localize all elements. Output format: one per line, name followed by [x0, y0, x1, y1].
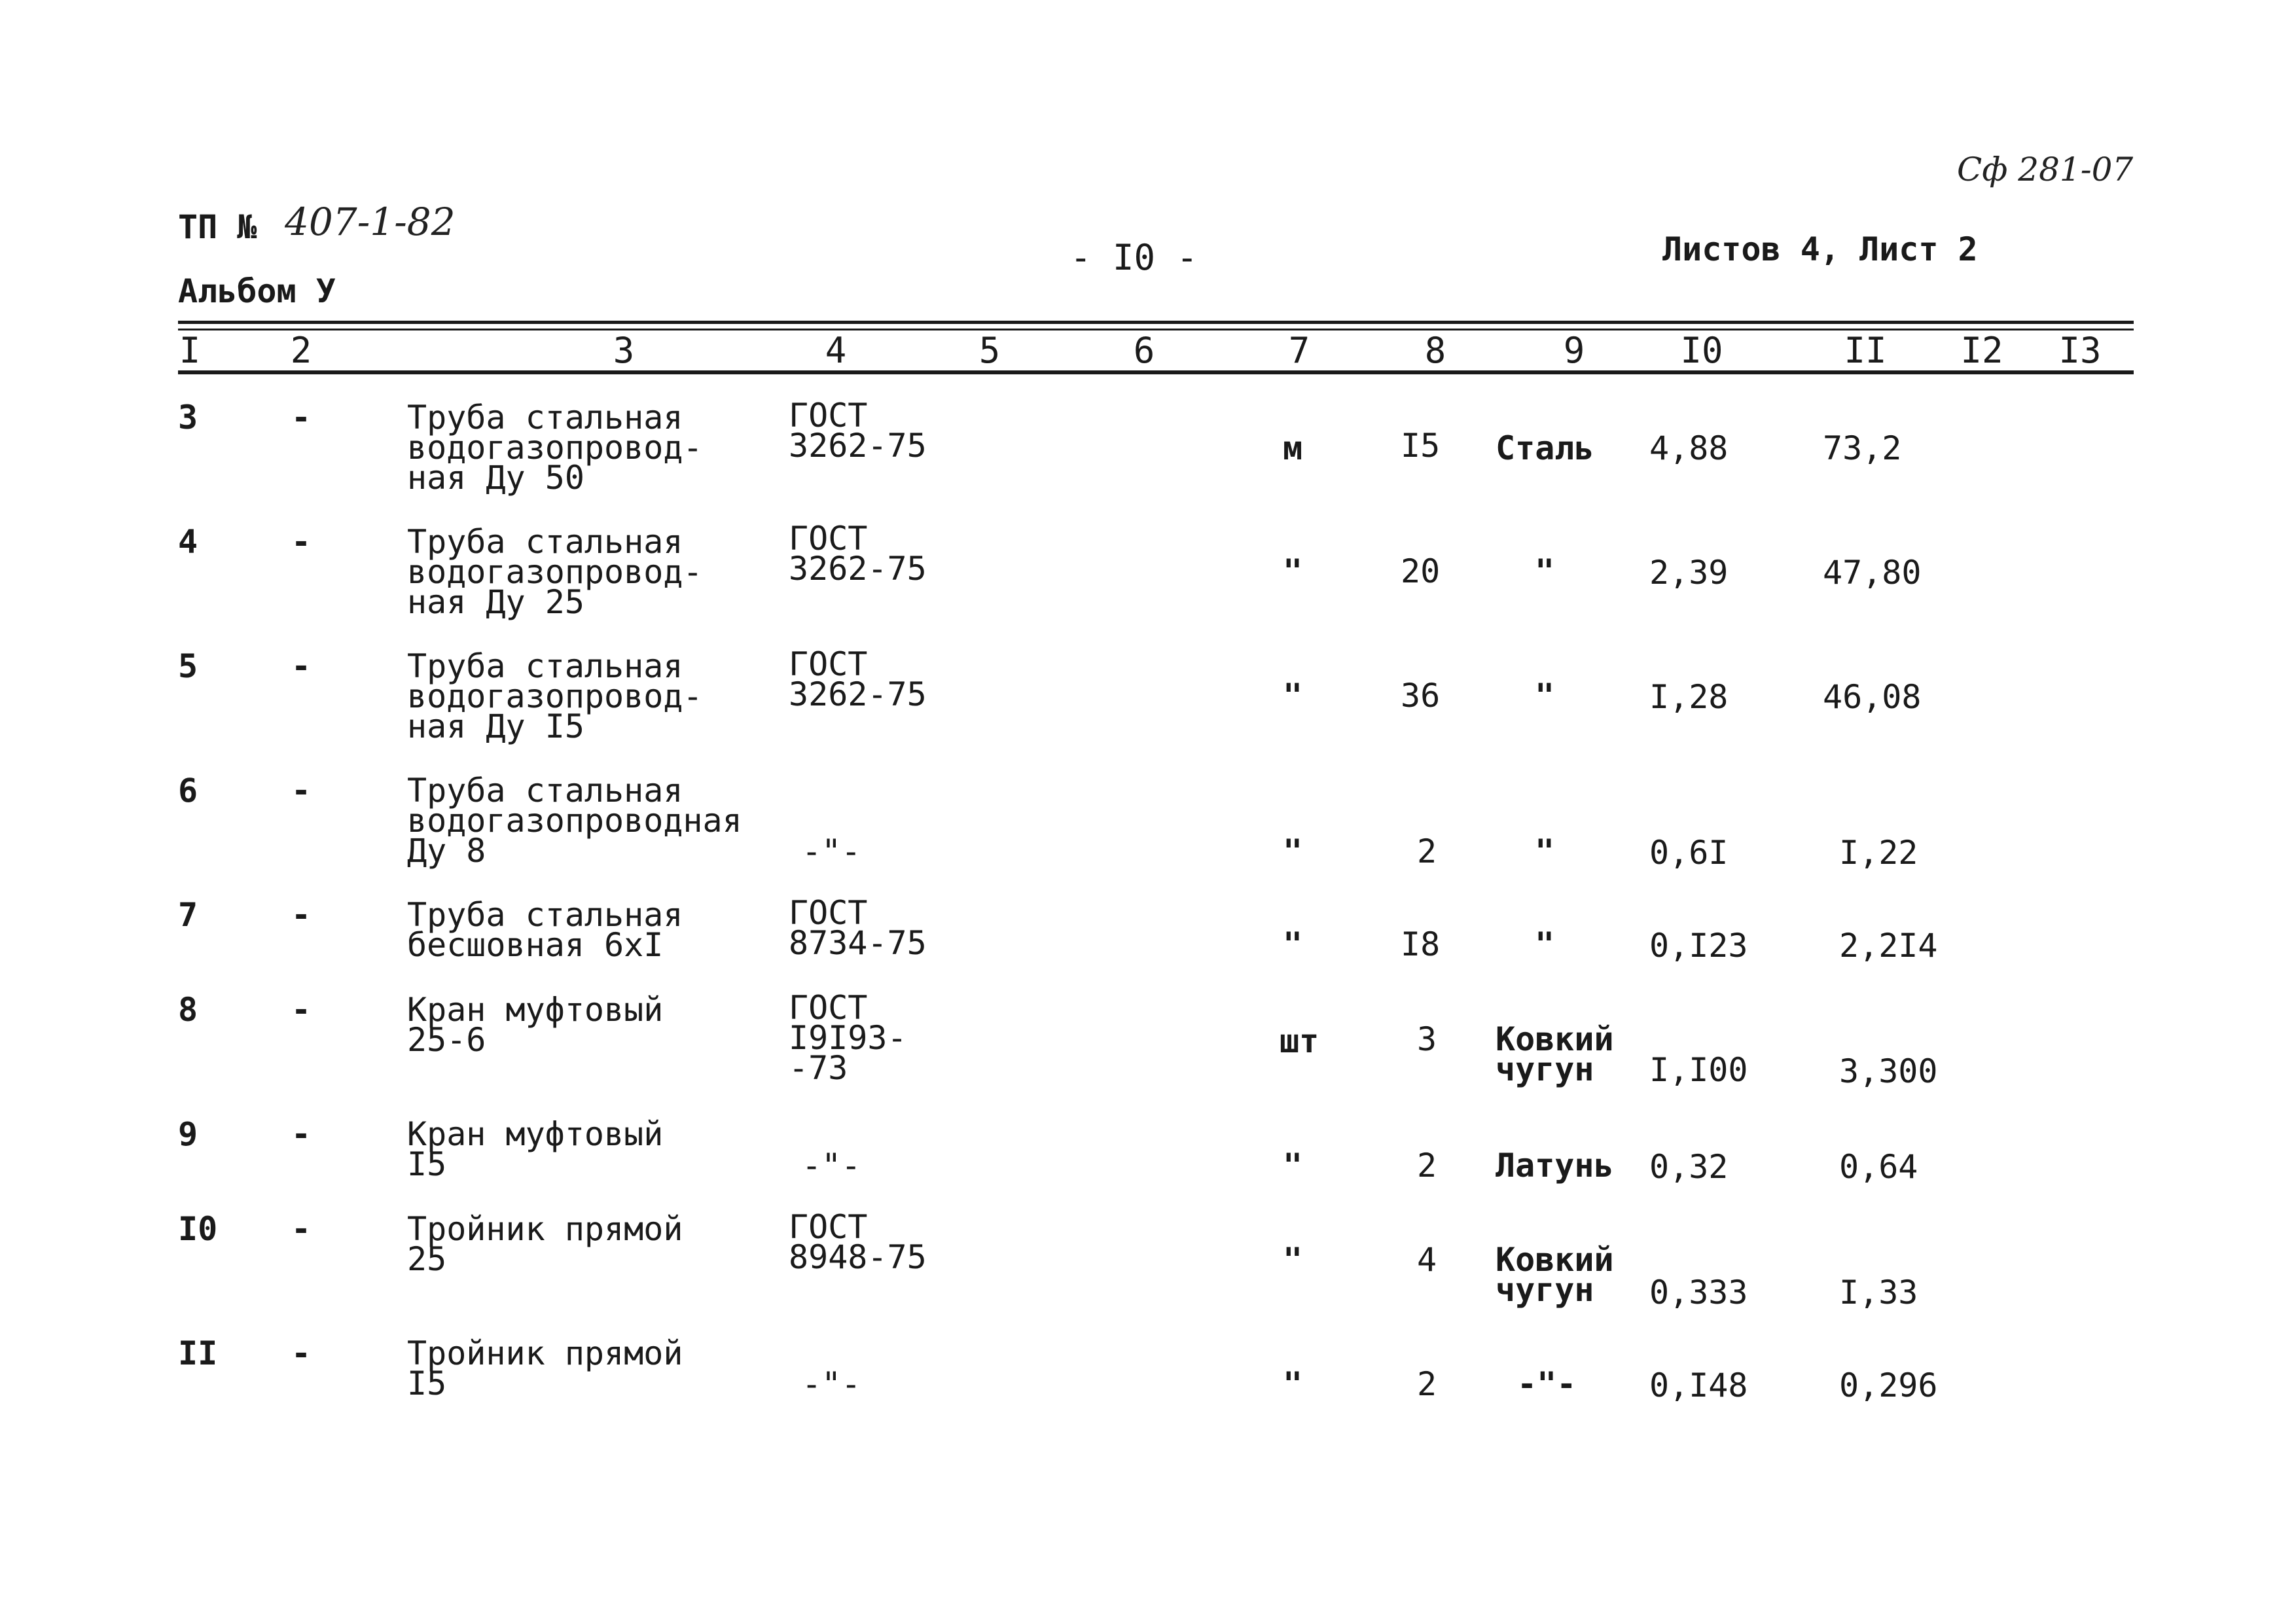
item-material: Ковкий чугун: [1496, 1241, 1614, 1309]
item-unit: ": [1283, 552, 1303, 590]
item-name: Труба стальная водогазопроводная Ду 8: [407, 772, 742, 870]
column-header-4: 4: [825, 330, 847, 371]
column-header-7: 7: [1288, 330, 1310, 371]
album-label: Альбом У: [178, 272, 336, 310]
item-material: ": [1535, 832, 1555, 870]
row-number: 5: [178, 647, 198, 685]
item-total-weight: 47,80: [1823, 554, 1922, 592]
row-dash: -: [291, 896, 312, 934]
item-total-weight: I,22: [1839, 834, 1918, 872]
item-unit: шт: [1280, 1022, 1319, 1060]
item-unit: ": [1283, 1147, 1303, 1185]
item-total-weight: 73,2: [1823, 429, 1902, 467]
row-dash: -: [291, 399, 312, 437]
document-code: Сф 281-07: [1957, 151, 2134, 188]
item-unit-weight: 2,39: [1649, 554, 1729, 592]
item-name: Тройник прямой I5: [407, 1334, 683, 1402]
row-dash: -: [291, 647, 312, 685]
row-number: II: [178, 1334, 218, 1372]
tp-prefix: ТП №: [178, 208, 257, 246]
column-header-3: 3: [613, 330, 635, 371]
row-number: 7: [178, 896, 198, 934]
table-top-rule: [178, 321, 2134, 324]
page-number: - I0 -: [1070, 237, 1198, 278]
item-quantity: 4: [1417, 1241, 1437, 1279]
item-standard: -"-: [802, 1147, 861, 1185]
item-name: Труба стальная водогазопровод- ная Ду 25: [407, 523, 703, 621]
item-total-weight: 0,64: [1839, 1148, 1918, 1186]
item-name: Труба стальная водогазопровод- ная Ду I5: [407, 647, 703, 745]
item-total-weight: 0,296: [1839, 1366, 1938, 1404]
column-header-13: I3: [2058, 330, 2102, 371]
item-material: Латунь: [1496, 1147, 1614, 1185]
item-standard: ГОСТ 3262-75: [789, 397, 927, 465]
item-total-weight: 3,300: [1839, 1052, 1938, 1090]
item-name: Труба стальная бесшовная 6хI: [407, 896, 683, 964]
item-quantity: I8: [1401, 925, 1441, 963]
item-quantity: 2: [1417, 832, 1437, 870]
item-standard: ГОСТ 8948-75: [789, 1208, 927, 1276]
item-material: Ковкий чугун: [1496, 1020, 1614, 1088]
item-standard: ГОСТ 8734-75: [789, 894, 927, 962]
row-dash: -: [291, 1115, 312, 1153]
item-standard: ГОСТ 3262-75: [789, 645, 927, 713]
item-quantity: 2: [1417, 1365, 1437, 1403]
item-standard: -"-: [802, 1365, 861, 1403]
row-number: 8: [178, 991, 198, 1029]
column-header-6: 6: [1133, 330, 1155, 371]
column-header-9: 9: [1563, 330, 1585, 371]
item-unit-weight: 0,I23: [1649, 927, 1748, 965]
item-unit: м: [1283, 429, 1303, 467]
item-unit-weight: I,I00: [1649, 1051, 1748, 1089]
sheets-info: Листов 4, Лист 2: [1662, 230, 1978, 268]
row-number: 3: [178, 399, 198, 437]
column-header-5: 5: [978, 330, 1001, 371]
item-standard: -"-: [802, 832, 861, 870]
item-name: Труба стальная водогазопровод- ная Ду 50: [407, 399, 703, 497]
item-quantity: 3: [1417, 1020, 1437, 1058]
item-unit: ": [1283, 832, 1303, 870]
column-header-12: I2: [1960, 330, 2003, 371]
row-number: 6: [178, 772, 198, 810]
column-header-1: I: [179, 330, 201, 371]
column-header-8: 8: [1424, 330, 1446, 371]
row-dash: -: [291, 991, 312, 1029]
item-material: Сталь: [1496, 429, 1594, 467]
item-unit-weight: 0,32: [1649, 1148, 1729, 1186]
item-unit: ": [1283, 1365, 1303, 1403]
item-standard: ГОСТ 3262-75: [789, 520, 927, 588]
item-unit-weight: 0,I48: [1649, 1366, 1748, 1404]
item-unit: ": [1283, 925, 1303, 963]
item-unit: ": [1283, 677, 1303, 715]
column-header-11: II: [1844, 330, 1887, 371]
item-material: ": [1535, 677, 1555, 715]
item-total-weight: 2,2I4: [1839, 927, 1938, 965]
item-material: -"-: [1517, 1365, 1577, 1403]
item-name: Кран муфтовый I5: [407, 1115, 664, 1183]
item-standard: ГОСТ I9I93- -73: [789, 989, 907, 1087]
row-dash: -: [291, 523, 312, 561]
item-quantity: I5: [1401, 427, 1441, 465]
item-quantity: 20: [1401, 552, 1441, 590]
item-quantity: 2: [1417, 1147, 1437, 1185]
item-material: ": [1535, 925, 1555, 963]
item-unit-weight: 4,88: [1649, 429, 1729, 467]
item-unit: ": [1283, 1241, 1303, 1279]
item-quantity: 36: [1401, 677, 1441, 715]
tp-number: 407-1-82: [285, 200, 456, 244]
item-unit-weight: 0,333: [1649, 1274, 1748, 1311]
row-number: I0: [178, 1210, 218, 1248]
item-name: Кран муфтовый 25-6: [407, 991, 664, 1059]
item-total-weight: 46,08: [1823, 678, 1922, 716]
item-unit-weight: 0,6I: [1649, 834, 1729, 872]
item-name: Тройник прямой 25: [407, 1210, 683, 1278]
row-number: 4: [178, 523, 198, 561]
column-header-10: I0: [1680, 330, 1723, 371]
item-total-weight: I,33: [1839, 1274, 1918, 1311]
row-number: 9: [178, 1115, 198, 1153]
column-header-2: 2: [290, 330, 312, 371]
row-dash: -: [291, 1210, 312, 1248]
row-dash: -: [291, 1334, 312, 1372]
row-dash: -: [291, 772, 312, 810]
item-unit-weight: I,28: [1649, 678, 1729, 716]
item-material: ": [1535, 552, 1555, 590]
